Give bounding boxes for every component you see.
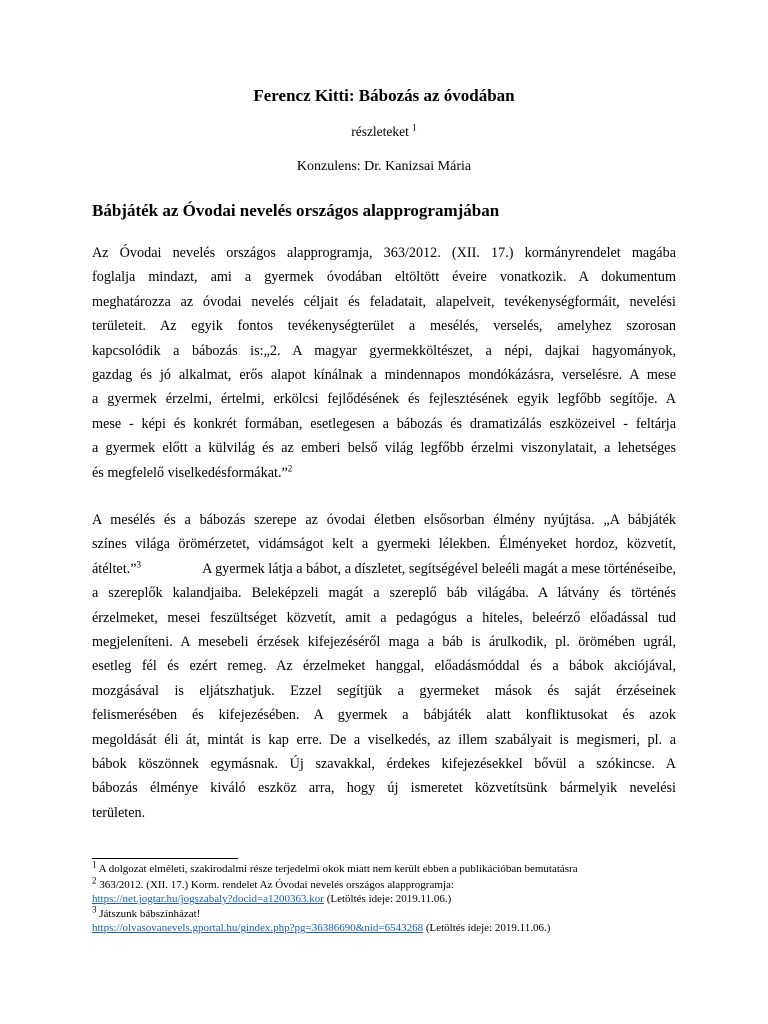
- paragraph-line: foglalja mindazt, ami a gyermek óvodában eltöltött éveire vonatkozik. A dokumentum: [92, 269, 676, 286]
- footnote-2-source: [92, 892, 692, 906]
- paragraph-line-start: [92, 557, 141, 581]
- document-subtitle: [92, 124, 676, 140]
- footnote-3: [92, 904, 692, 921]
- paragraph-line: mozgásával is eljátszhatjuk. Ezzel segítjük a gyermeket mások és saját érzéseinek: [92, 682, 676, 699]
- footnote-text: A dolgozat elméleti, szakirodalmi része terjedelmi okok miatt nem került ebben a publikációban bemutatásra: [96, 863, 578, 875]
- paragraph-line: [92, 557, 676, 581]
- section-heading: Bábjáték az Óvodai nevelés országos alapprogramjában: [92, 201, 500, 220]
- consultant-line: Konzulens: Dr. Kanizsai Mária: [296, 159, 472, 174]
- paragraph-2: [92, 508, 676, 825]
- paragraph-line: a gyermek előtt a külvilág és az emberi belső világ legfőbb érzelmi viszonylatait, a lehetséges: [92, 440, 676, 457]
- footnote-1: [92, 859, 692, 876]
- footnote-ref-1: 1: [412, 122, 417, 133]
- paragraph-line: megoldását éli át, mintát is kap erre. De a viselkedés, az illem szabályait is megismeri, pl. a: [92, 731, 676, 748]
- paragraph-line: kapcsolódik a bábozás is:„2. A magyar gyermekköltészet, a népi, dajkai hagyományok,: [92, 342, 676, 359]
- footnote-number: 3: [92, 904, 97, 915]
- paragraph-line: területeit. Az egyik fontos tevékenységterület a mesélés, verselés, amelyhez szorosan: [92, 318, 676, 335]
- paragraph-line: megjeleníteni. A mesebeli érzések kifejezéséről maga a báb is árulkodik, pl. örömében ugrál,: [92, 633, 676, 650]
- paragraph-line: esetleg fél és ezért remeg. Az érzelmeket hanggal, előadásmóddal és a bábok akciójával,: [92, 658, 676, 675]
- paragraph-line: felismerésében és kifejezésében. A gyermek a bábjáték alatt konfliktusokat és azok: [92, 707, 676, 724]
- footnote-ref-2: 2: [287, 462, 293, 473]
- footnote-date: (Letöltés ideje: 2019.11.06.): [323, 893, 452, 905]
- paragraph-line: meghatározza az óvodai nevelés céljait és feladatait, alapelveit, tevékenységformáit, nevelési: [92, 293, 676, 310]
- footnote-2: [92, 875, 692, 892]
- footnote-number: 2: [92, 875, 97, 886]
- paragraph-line: érzelmeket, mesei feszültséget közvetít, amit a pedagógus a hiteles, beleérző előadással tud: [92, 609, 676, 626]
- paragraph-line-end: A gyermek látja a bábot, a díszletet, segítségével beleéli magát a mese történéseibe,: [195, 560, 676, 577]
- footnote-3-source: [92, 921, 692, 935]
- paragraph-line: a szereplők kalandjaiba. Beleképzeli magát a szereplő báb világába. A látvány és történés: [92, 585, 676, 602]
- paragraph-line: gazdag és jó alkalmat, erős alapot kínálnak a mindennapos mondókázásra, verselésre. A mese: [92, 366, 676, 383]
- paragraph-line: bábozás élménye kiváló eszköz arra, hogy új ismeretet közvetítsünk bármelyik nevelési: [92, 780, 676, 797]
- footnote-link[interactable]: https://net.jogtar.hu/jogszabaly?docid=a1200363.kor: [92, 893, 324, 905]
- paragraph-line: színes világa örömérzetet, vidámságot kelt a gyermeki lélekben. Élményeket hordoz, közvetít,: [92, 536, 676, 553]
- footnote-text: Játszunk bábszínházat!: [96, 908, 201, 920]
- footnote-text: 363/2012. (XII. 17.) Korm. rendelet Az Óvodai nevelés országos alapprogramja:: [96, 879, 454, 891]
- paragraph-line: Az Óvodai nevelés országos alapprogramja, 363/2012. (XII. 17.) kormányrendelet magába: [92, 245, 676, 261]
- paragraph-last-text: és megfelelő viselkedésformákat.”: [92, 464, 288, 481]
- footnote-link[interactable]: https://olvasovanevels.gportal.hu/gindex.php?pg=36386690&nid=6543268: [92, 922, 424, 934]
- footnote-number: 1: [92, 859, 97, 870]
- paragraph-line: bábok köszönnek egymásnak. Új szavakkal, érdekes kifejezésekkel bővül a szókincse. A: [92, 755, 676, 772]
- document-title: Ferencz Kitti: Bábozás az óvodában: [253, 86, 515, 105]
- paragraph-line: A mesélés és a bábozás szerepe az óvodai életben elsősorban élmény nyújtása. „A bábjáték: [92, 512, 676, 528]
- quote-end-text: átéltet.”: [92, 560, 137, 577]
- paragraph-line: a gyermek érzelmi, értelmi, erkölcsi fejlődésének és fejlesztésének egyik legfőbb segítője. A: [92, 391, 676, 408]
- footnote-date: (Letöltés ideje: 2019.11.06.): [423, 922, 551, 934]
- paragraph-line: [92, 461, 676, 485]
- paragraph-line: mese - képi és konkrét formában, esetlegesen a bábozás és dramatizálás eszközeivel - feltárja: [92, 415, 676, 432]
- subtitle-text: részleteket: [351, 124, 409, 139]
- paragraph-line: területen.: [92, 804, 146, 821]
- footnote-ref-3: 3: [136, 559, 142, 570]
- paragraph-1: [92, 241, 676, 485]
- footnote-separator: [92, 858, 238, 859]
